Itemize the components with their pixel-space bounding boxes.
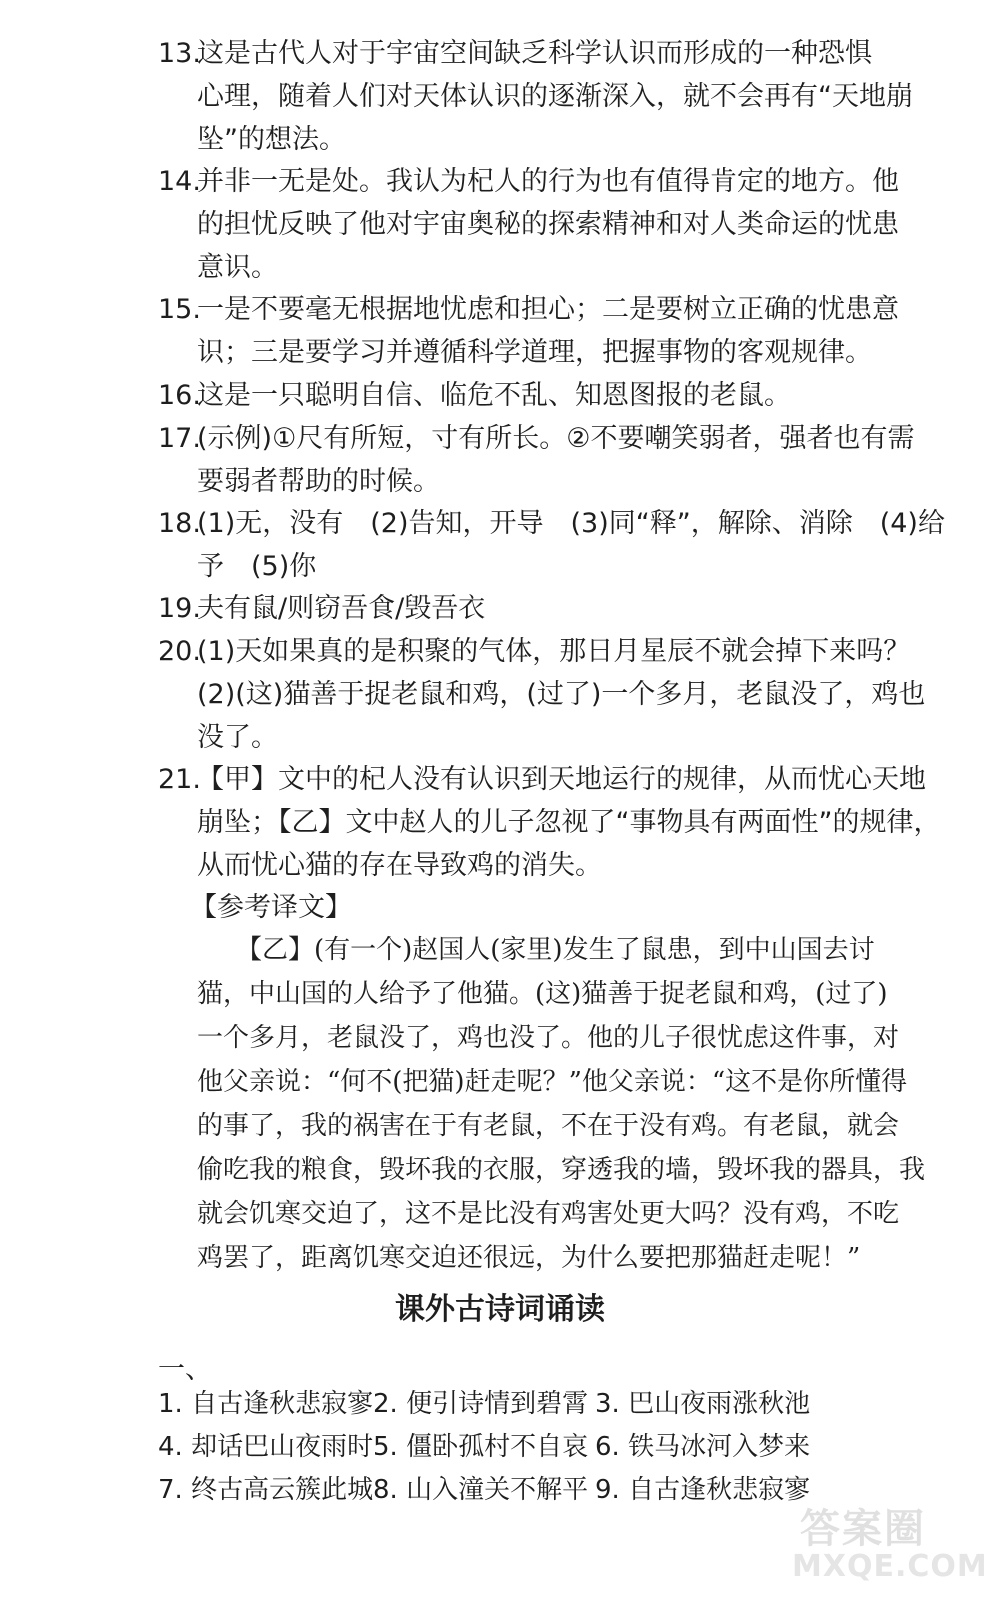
- item-number: 14.: [158, 166, 201, 197]
- translation-line: 猫，中山国的人给予了他猫。(这)猫善于捉老鼠和鸡，(过了): [197, 979, 888, 1009]
- reference-translation-text: [197, 928, 926, 1280]
- translation-line: 就会饥寒交迫了，这不是比没有鸡害处更大吗？没有鸡，不吃: [197, 1199, 900, 1229]
- translation-line: 一个多月，老鼠没了，鸡也没了。他的儿子很忧虑这件事，对: [197, 1023, 900, 1053]
- item-text: [197, 758, 941, 887]
- item-number: 21.: [158, 764, 201, 795]
- answer-item-13: [158, 32, 913, 161]
- text-line: 并非一无是处。我认为杞人的行为也有值得肯定的地方。他: [197, 166, 899, 197]
- poem-answer: 9. 自古逢秋悲寂寥: [595, 1475, 811, 1505]
- item-number: 20.: [158, 636, 201, 667]
- item-text: [197, 417, 915, 503]
- text-line: (2)(这)猫善于捉老鼠和鸡，(过了)一个多月，老鼠没了，鸡也: [197, 679, 926, 710]
- text-line: (示例)①尺有所短，寸有所长。②不要嘲笑弱者，强者也有需: [197, 423, 915, 454]
- item-text: [197, 587, 838, 630]
- text-line: 没了。: [197, 722, 278, 753]
- answer-item-20: [158, 630, 926, 759]
- item-text: [197, 630, 926, 759]
- text-line: 坠”的想法。: [197, 124, 346, 155]
- text-line: (1)天如果真的是积聚的气体，那日月星辰不就会掉下来吗？: [197, 636, 911, 667]
- text-line: 这是古代人对于宇宙空间缺乏科学认识而形成的一种恐惧: [197, 38, 872, 69]
- item-number: 16.: [158, 380, 201, 411]
- watermark-brand: 答案圈: [800, 1506, 926, 1552]
- poem-answer: 8. 山入潼关不解平: [373, 1475, 589, 1505]
- section-subheading: 一、: [158, 1354, 212, 1385]
- text-line: 从而忧心猫的存在导致鸡的消失。: [197, 850, 602, 881]
- text-line: 要弱者帮助的时候。: [197, 466, 440, 497]
- text-line: 意识。: [197, 252, 278, 283]
- reference-translation-title: 【参考译文】: [190, 892, 352, 923]
- translation-line: 偷吃我的粮食，毁坏我的衣服，穿透我的墙，毁坏我的器具，我: [197, 1155, 926, 1185]
- item-number: 17.: [158, 423, 201, 454]
- text-line: (1)无，没有 (2)告知，开导 (3)同“释”，解除、消除 (4)给: [197, 508, 945, 539]
- item-number: 13.: [158, 38, 201, 69]
- item-text: [197, 374, 838, 417]
- section-title: 课外古诗词诵读: [395, 1292, 605, 1327]
- text-line: 夫有鼠/则窃吾食/毁吾衣: [197, 593, 486, 624]
- translation-line: 他父亲说：“何不(把猫)赶走呢？”他父亲说：“这不是你所懂得: [197, 1067, 908, 1097]
- text-line: 崩坠；【乙】文中赵人的儿子忽视了“事物具有两面性”的规律，: [197, 807, 941, 838]
- watermark-site: MXQE.COM: [792, 1549, 988, 1584]
- text-line: 予 (5)你: [197, 551, 317, 582]
- text-line: 心理，随着人们对天体认识的逐渐深入，就不会再有“天地崩: [197, 81, 913, 112]
- poem-answer: 5. 僵卧孤村不自哀: [373, 1432, 589, 1462]
- item-text: [197, 502, 945, 588]
- translation-line: 【乙】(有一个)赵国人(家里)发生了鼠患，到中山国去讨: [197, 935, 875, 965]
- text-line: 【甲】文中的杞人没有认识到天地运行的规律，从而忧心天地: [197, 764, 926, 795]
- item-text: [197, 288, 899, 374]
- text-line: 这是一只聪明自信、临危不乱、知恩图报的老鼠。: [197, 380, 791, 411]
- text-line: 一是不要毫无根据地忧虑和担心；二是要树立正确的忧患意: [197, 294, 899, 325]
- item-number: 18.: [158, 508, 201, 539]
- watermark-logo: [792, 1497, 988, 1592]
- poem-row: [158, 1427, 810, 1467]
- poem-row: [158, 1470, 810, 1510]
- text-line: 的担忧反映了他对宇宙奥秘的探索精神和对人类命运的忧患: [197, 209, 899, 240]
- answer-item-15: [158, 288, 899, 374]
- answer-item-14: [158, 160, 899, 289]
- poem-answer: 2. 便引诗情到碧霄: [373, 1389, 589, 1419]
- translation-line: 鸡罢了，距离饥寒交迫还很远，为什么要把那猫赶走呢！”: [197, 1243, 861, 1273]
- text-line: 识；三是要学习并遵循科学道理，把握事物的客观规律。: [197, 337, 872, 368]
- answer-item-18: [158, 502, 945, 588]
- item-number: 15.: [158, 294, 201, 325]
- poem-answer: 3. 巴山夜雨涨秋池: [595, 1389, 811, 1419]
- item-number: 19.: [158, 593, 201, 624]
- poem-answer: 7. 终古高云簇此城: [158, 1475, 374, 1505]
- item-text: [197, 160, 899, 289]
- answer-item-21: [158, 758, 941, 887]
- poem-answer: 1. 自古逢秋悲寂寥: [158, 1389, 374, 1419]
- item-text: [197, 32, 913, 161]
- poem-answer: 6. 铁马冰河入梦来: [595, 1432, 811, 1462]
- poem-row: [158, 1384, 810, 1424]
- poem-answer: 4. 却话巴山夜雨时: [158, 1432, 374, 1462]
- answer-item-19: [158, 587, 838, 630]
- answer-item-16: [158, 374, 838, 417]
- answer-item-17: [158, 417, 915, 503]
- translation-line: 的事了，我的祸害在于有老鼠，不在于没有鸡。有老鼠，就会: [197, 1111, 900, 1141]
